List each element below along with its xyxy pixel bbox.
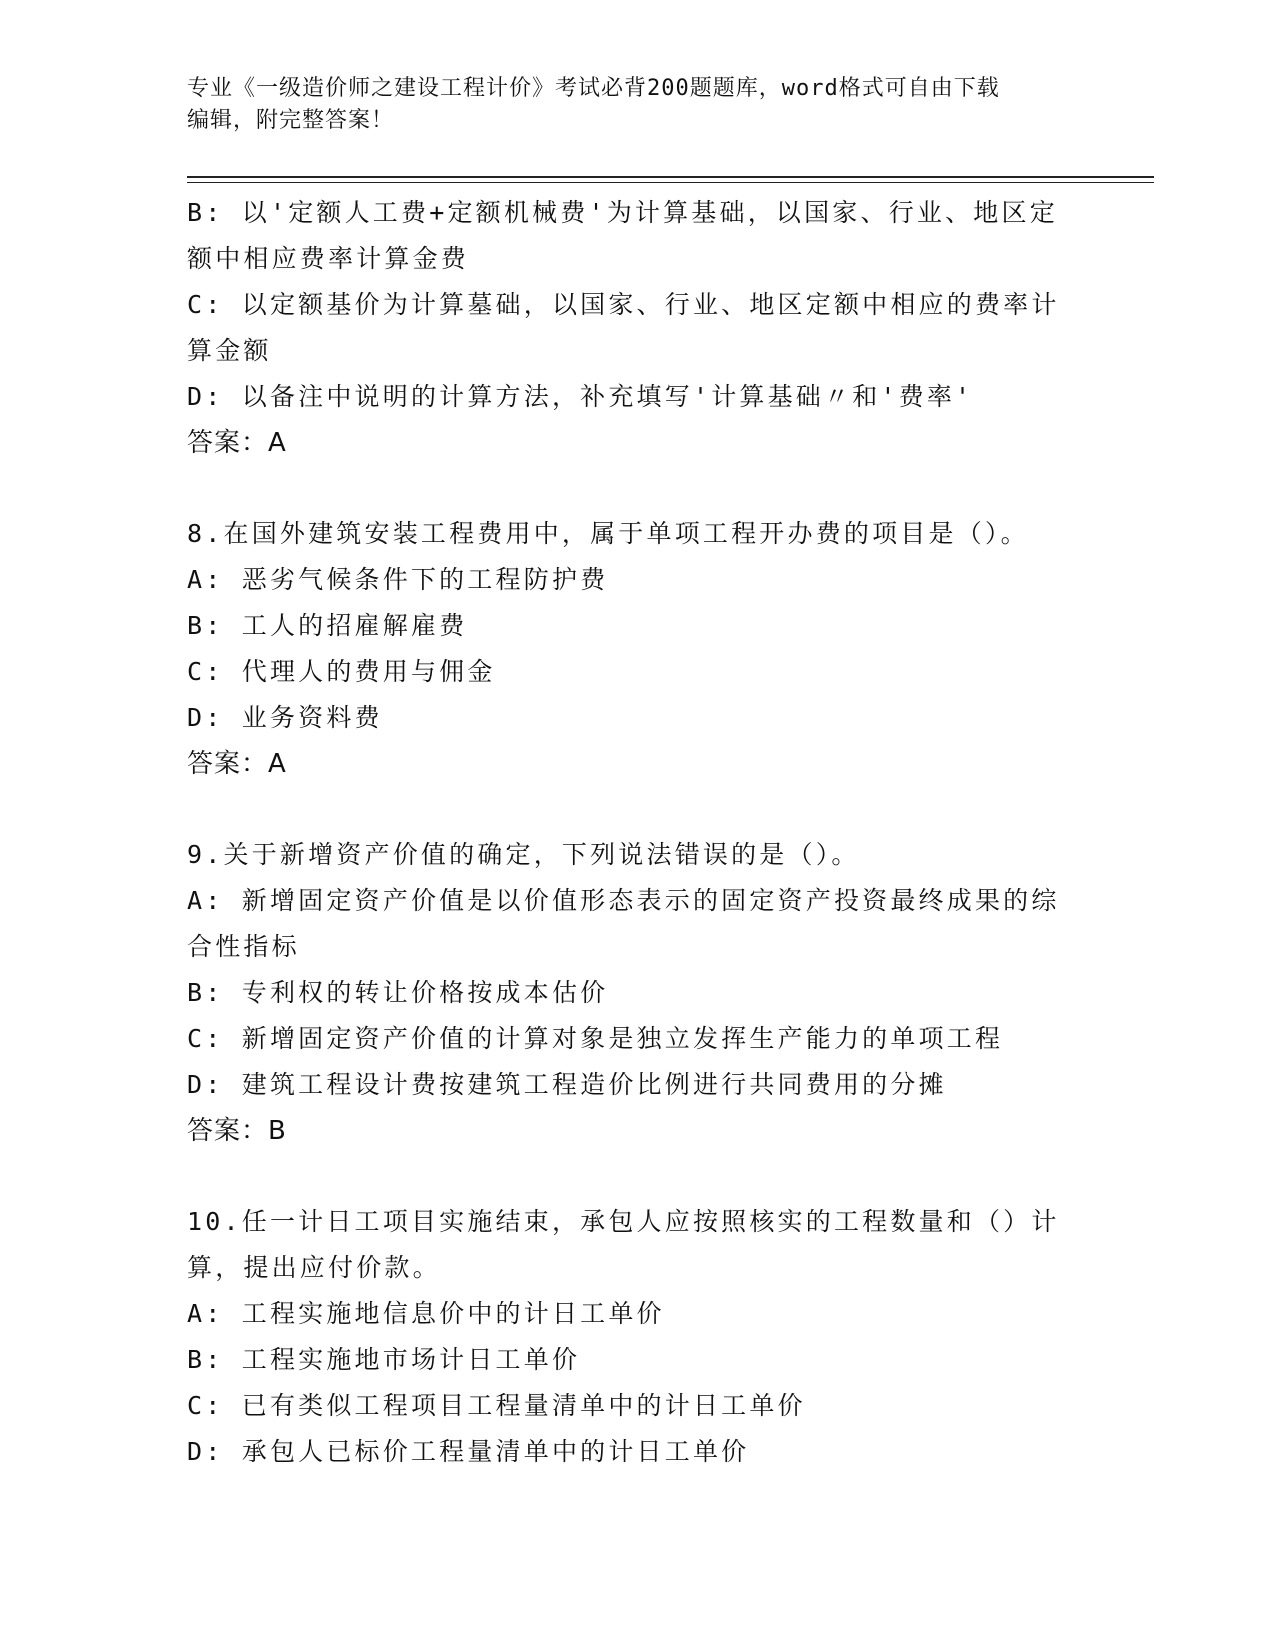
- q8-option-c: C: 代理人的费用与佣金: [187, 657, 496, 686]
- header-divider-thick: [187, 176, 1154, 178]
- q7-answer: 答案：A: [187, 428, 287, 458]
- question-9-block: [187, 832, 1087, 1154]
- q10-option-c: C: 已有类似工程项目工程量清单中的计日工单价: [187, 1391, 806, 1420]
- q8-option-a: A: 恶劣气候条件下的工程防护费: [187, 565, 609, 594]
- q7-option-b-line-2: 额中相应费率计算金费: [187, 244, 470, 273]
- q10-option-b: B: 工程实施地市场计日工单价: [187, 1345, 581, 1374]
- header-title-line-2: 编辑，附完整答案！: [187, 108, 395, 133]
- q7-option-c-line-1: C: 以定额基价为计算墓础，以国家、行业、地区定额中相应的费率计: [187, 290, 1060, 319]
- question-10-block: [187, 1199, 1087, 1475]
- q7-option-b-line-1: B: 以'定额人工费+定额机械费'为计算基础，以国家、行业、地区定: [187, 198, 1058, 227]
- q7-option-d: D: 以备注中说明的计算方法，补充填写'计算基础〃和'费率': [187, 382, 974, 411]
- q9-option-b: B: 专利权的转让价格按成本估价: [187, 978, 609, 1007]
- q10-question-line-2: 算，提出应付价款。: [187, 1253, 441, 1282]
- q9-question: 9.关于新增资产价值的确定，下列说法错误的是（）。: [187, 840, 860, 869]
- q8-option-d: D: 业务资料费: [187, 703, 383, 732]
- q8-question: 8.在国外建筑安装工程费用中，属于单项工程开办费的项目是（）。: [187, 519, 1029, 548]
- q10-option-a: A: 工程实施地信息价中的计日工单价: [187, 1299, 665, 1328]
- q10-question-line-1: 10.任一计日工项目实施结束，承包人应按照核实的工程数量和（）计: [187, 1207, 1060, 1236]
- question-7-block: [187, 190, 1087, 466]
- q9-option-c: C: 新增固定资产价值的计算对象是独立发挥生产能力的单项工程: [187, 1024, 1004, 1053]
- spacer: [187, 466, 1087, 511]
- document-header: [187, 73, 1077, 137]
- header-divider-thin: [187, 182, 1154, 183]
- header-title-line-1: 专业《一级造价师之建设工程计价》考试必背200题题库，word格式可自由下载: [187, 76, 1000, 101]
- q7-option-c-line-2: 算金额: [187, 336, 272, 365]
- q9-option-d: D: 建筑工程设计费按建筑工程造价比例进行共同费用的分摊: [187, 1070, 947, 1099]
- q8-answer: 答案：A: [187, 749, 287, 779]
- q9-answer: 答案：B: [187, 1116, 287, 1146]
- spacer: [187, 1154, 1087, 1199]
- q9-option-a-line-1: A: 新增固定资产价值是以价值形态表示的固定资产投资最终成果的综: [187, 886, 1060, 915]
- question-list: [187, 190, 1087, 1475]
- q10-option-d: D: 承包人已标价工程量清单中的计日工单价: [187, 1437, 750, 1466]
- question-8-block: [187, 511, 1087, 787]
- spacer: [187, 787, 1087, 832]
- q8-option-b: B: 工人的招雇解雇费: [187, 611, 468, 640]
- q9-option-a-line-2: 合性指标: [187, 932, 300, 961]
